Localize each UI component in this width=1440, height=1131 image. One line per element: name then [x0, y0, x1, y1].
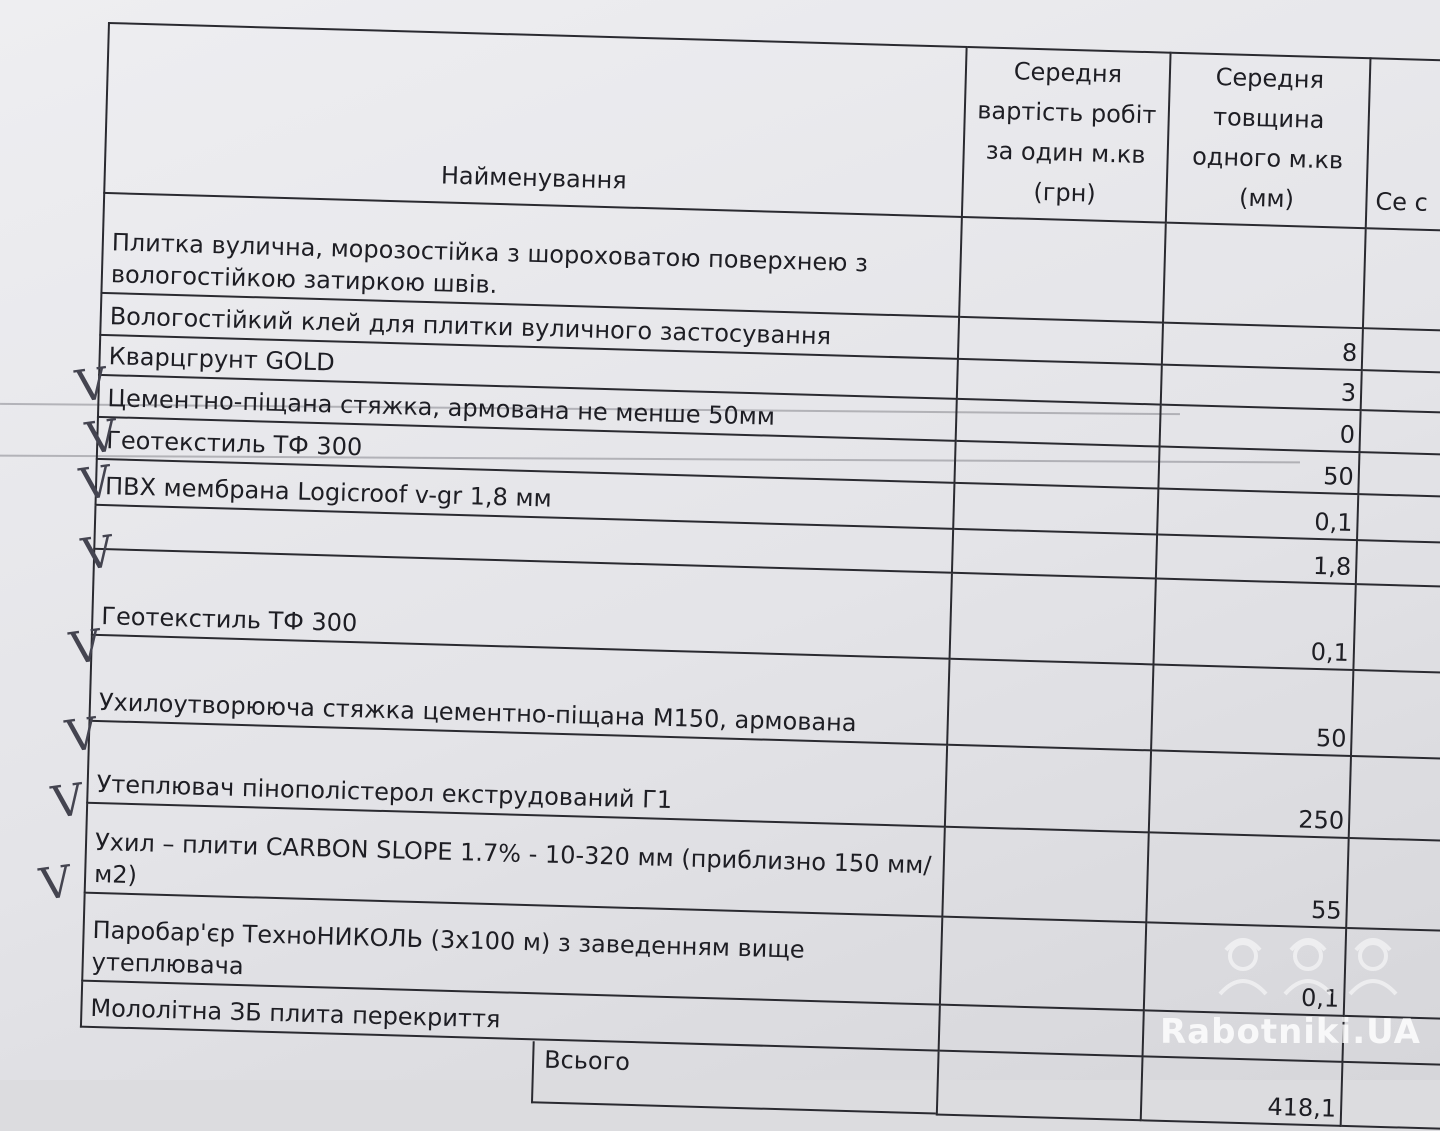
- row-partial-cell: [1356, 540, 1440, 588]
- row-cost: [940, 917, 1146, 1011]
- total-label: Всього: [531, 1041, 938, 1114]
- row-thickness: 8: [1162, 323, 1363, 371]
- row-thickness: 0,1: [1144, 922, 1346, 1016]
- row-thickness: 0,1: [1157, 489, 1358, 541]
- row-name: Утеплювач пінополістерол екструдований Г1: [87, 721, 947, 827]
- row-thickness: 50: [1151, 664, 1353, 756]
- row-name: ПВХ мембрана Logicroof v-gr 1,8 мм: [96, 459, 955, 529]
- row-thickness: 0: [1160, 405, 1361, 453]
- watermark-text: Rabotniki.UA: [1160, 1012, 1421, 1052]
- total-value: 418,1: [1141, 1056, 1343, 1126]
- row-thickness: 1,8: [1156, 534, 1357, 584]
- row-thickness: 250: [1149, 750, 1351, 838]
- header-thickness: Середня товщина одного м.кв (мм): [1166, 53, 1371, 229]
- row-cost: [942, 827, 1148, 923]
- check-mark-icon: V: [76, 456, 116, 511]
- row-name: Кварцгрунт GOLD: [99, 335, 958, 399]
- row-partial-cell: [1346, 838, 1440, 932]
- row-cost: [959, 217, 1166, 323]
- check-mark-icon: V: [48, 774, 88, 829]
- row-cost: [956, 399, 1161, 447]
- row-name: Паробар'єр ТехноНИКОЛЬ (3х100 м) з заведенням вище утеплювача: [82, 893, 942, 1005]
- row-thickness: 55: [1146, 832, 1348, 928]
- total-cost: [937, 1051, 1143, 1121]
- row-partial-cell: [1362, 328, 1440, 374]
- row-partial-cell: [1361, 370, 1440, 414]
- row-cost: [952, 529, 1157, 579]
- row-cost: [939, 1005, 1144, 1057]
- row-name: Ухилоутворююча стяжка цементно-піщана М150, армована: [89, 635, 949, 745]
- row-name: Геотекстиль ТФ 300: [92, 549, 952, 659]
- row-cost: [958, 317, 1163, 365]
- row-name: Ухил – плити CARBON SLOPE 1.7% - 10-320 мм (приблизно 150 мм/м2): [85, 803, 945, 917]
- check-mark-icon: V: [72, 358, 112, 413]
- row-thickness: 0,1: [1153, 578, 1355, 670]
- workers-logo-icon: [1208, 928, 1408, 998]
- row-partial-cell: [1349, 756, 1440, 842]
- row-partial-cell: [1357, 494, 1440, 544]
- check-mark-icon: V: [62, 708, 102, 763]
- row-name: Плитка вулична, морозостійка з шороховатою поверхнею з вологостійкою затиркою швів.: [101, 193, 961, 317]
- row-thickness: 50: [1158, 447, 1359, 495]
- row-name: Вологостійкий клей для плитки вуличного застосування: [100, 293, 959, 359]
- row-partial-cell: [1358, 452, 1440, 498]
- row-partial-cell: [1351, 670, 1440, 760]
- check-mark-icon: V: [36, 856, 76, 911]
- row-cost: [950, 573, 1156, 665]
- row-cost: [945, 745, 1151, 833]
- row-name: Цементно-піщана стяжка, армована не менше 50мм: [98, 375, 957, 441]
- check-mark-icon: V: [78, 526, 118, 581]
- row-cost: [947, 659, 1153, 751]
- row-partial-cell: [1363, 228, 1440, 332]
- total-partial-cell: [1341, 1062, 1440, 1130]
- row-thickness: 3: [1161, 365, 1362, 411]
- row-cost: [953, 483, 1158, 535]
- row-name: Мололітна ЗБ плита перекриття: [81, 981, 940, 1051]
- row-partial-cell: [1353, 584, 1440, 674]
- row-cost: [954, 441, 1159, 489]
- row-partial-cell: [1359, 410, 1440, 456]
- header-name: Найменування: [104, 23, 966, 217]
- row-name: Геотекстиль ТФ 300: [97, 417, 956, 483]
- header-cost: Середня вартість робіт за один м.кв (грн): [962, 47, 1171, 223]
- header-partial: Се с: [1366, 58, 1440, 232]
- row-cost: [957, 359, 1162, 405]
- check-mark-icon: V: [82, 410, 122, 465]
- row-thickness: [1163, 223, 1366, 329]
- check-mark-icon: V: [66, 620, 106, 675]
